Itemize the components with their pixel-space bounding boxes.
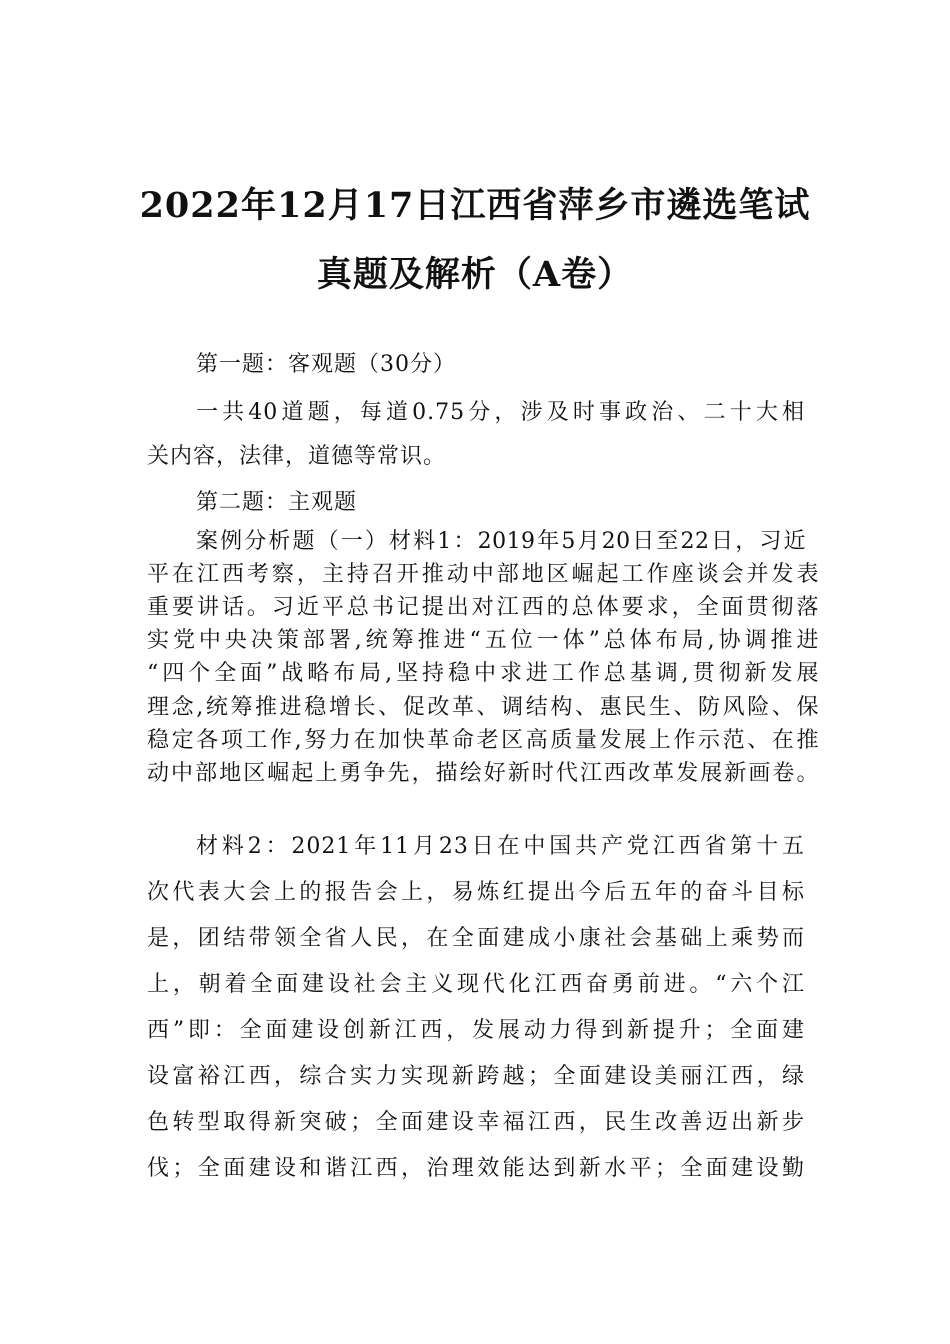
material-2-line: 材料2：2021年11月23日在中国共产党江西省第十五 [196, 834, 805, 859]
material-1-line: “四个全面”战略布局,坚持稳中求进工作总基调,贯彻新发展 [147, 661, 819, 686]
section-1-body-line: 关内容，法律，道德等常识。 [147, 444, 447, 469]
material-1-line: 理念,统筹推进稳增长、促改革、调结构、惠民生、防风险、保 [147, 695, 819, 720]
material-2-line: 次代表大会上的报告会上，易炼红提出今后五年的奋斗目标 [147, 880, 805, 905]
material-1-line: 重要讲话。习近平总书记提出对江西的总体要求，全面贯彻落 [147, 595, 819, 620]
material-1-line: 案例分析题（一）材料1：2019年5月20日至22日，习近 [196, 529, 806, 554]
section-1-heading: 第一题：客观题（30分） [196, 352, 456, 377]
document-title-line-1: 2022年12月17日江西省萍乡市遴选笔试 [139, 185, 811, 226]
material-2-line: 是，团结带领全省人民，在全面建成小康社会基础上乘势而 [147, 926, 805, 951]
material-1-line: 稳定各项工作,努力在加快革命老区高质量发展上作示范、在推 [147, 728, 819, 753]
material-1-line: 动中部地区崛起上勇争先，描绘好新时代江西改革发展新画卷。 [147, 761, 819, 786]
material-1-line: 平在江西考察，主持召开推动中部地区崛起工作座谈会并发表 [147, 562, 819, 587]
section-1-body-line: 一共40道题，每道0.75分，涉及时事政治、二十大相 [196, 400, 805, 425]
document-title-line-2: 真题及解析（A卷） [316, 254, 634, 295]
section-2-heading: 第二题：主观题 [196, 490, 358, 515]
material-2-line: 上，朝着全面建设社会主义现代化江西奋勇前进。“六个江 [147, 972, 805, 997]
material-1-line: 实党中央决策部署,统筹推进“五位一体”总体布局,协调推进 [147, 628, 819, 653]
material-2-line: 色转型取得新突破；全面建设幸福江西，民生改善迈出新步 [147, 1110, 805, 1135]
material-2-line: 伐；全面建设和谐江西，治理效能达到新水平；全面建设勤 [147, 1156, 805, 1181]
material-2-line: 西”即：全面建设创新江西，发展动力得到新提升；全面建 [147, 1018, 805, 1043]
material-2-line: 设富裕江西，综合实力实现新跨越；全面建设美丽江西，绿 [147, 1064, 805, 1089]
